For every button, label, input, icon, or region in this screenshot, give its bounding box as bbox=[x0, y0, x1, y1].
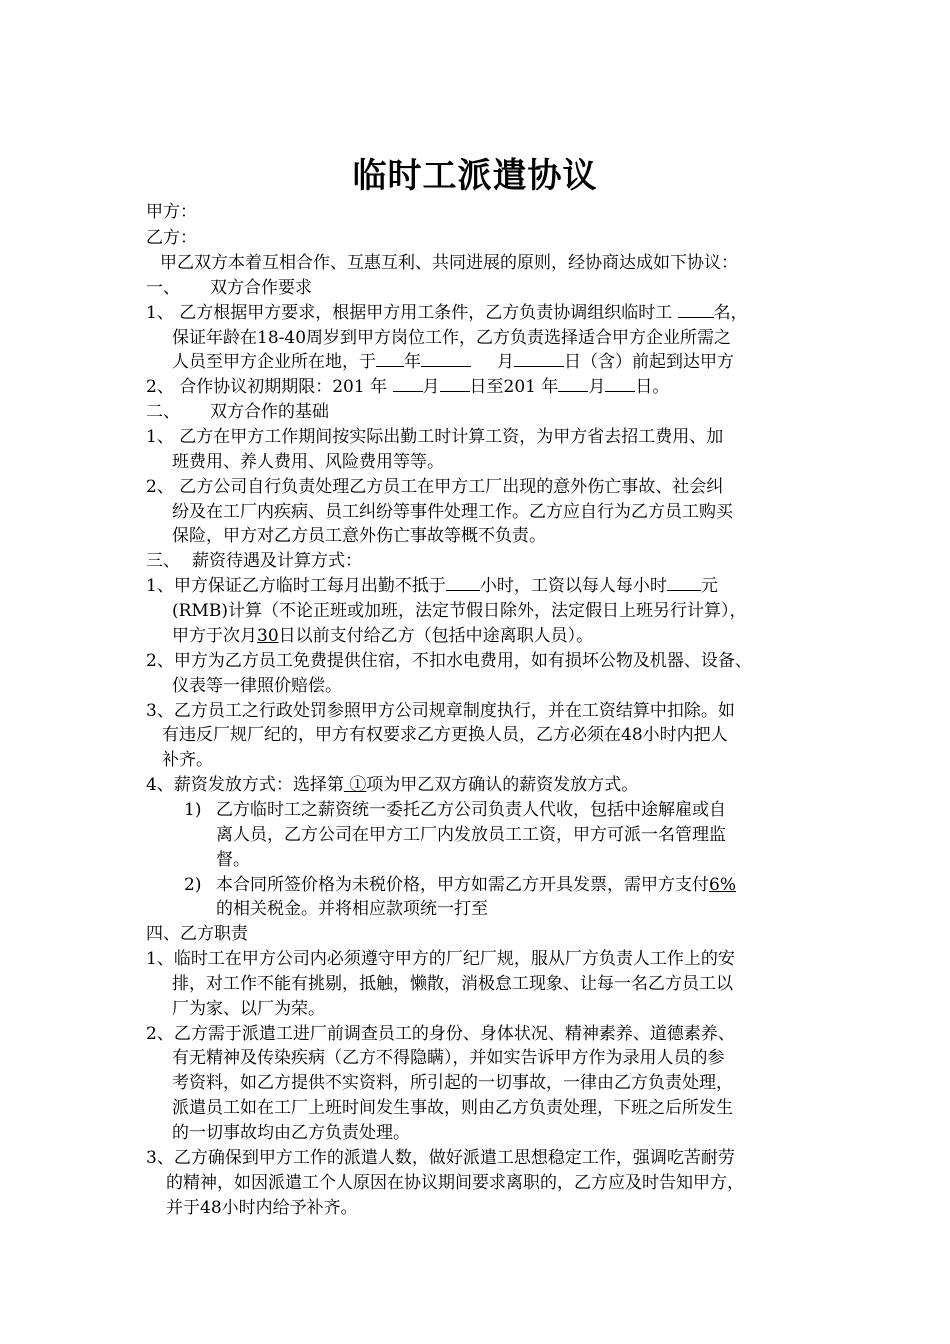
blank-field bbox=[446, 574, 480, 591]
blank-field bbox=[440, 375, 470, 392]
section-2-number: 二、 bbox=[146, 402, 180, 422]
s4-item-3-line-3: 并于48小时内给予补齐。 bbox=[166, 1198, 358, 1218]
option-1-line-3: 督。 bbox=[216, 850, 250, 870]
section-1-number: 一、 bbox=[146, 278, 180, 298]
tax-rate-value: 6% bbox=[709, 875, 736, 895]
s2-item-1-line-1: 1、 乙方在甲方工作期间按实际出勤工时计算工资，为甲方省去招工费用、加 bbox=[146, 427, 724, 447]
s3-item-1-line-3: 甲方于次月30日以前支付给乙方（包括中途离职人员）。 bbox=[172, 626, 594, 646]
s4-item-2-line-3: 考资料，如乙方提供不实资料，所引起的一切事故，一律由乙方负责处理， bbox=[172, 1073, 733, 1093]
s1-item-2-number: 2、 bbox=[146, 377, 174, 397]
document-title: 临时工派遣协议 bbox=[352, 156, 598, 196]
blank-field bbox=[514, 350, 564, 367]
s3-item-4: 4、薪资发放方式：选择第 ①项为甲乙双方确认的薪资发放方式。 bbox=[146, 775, 639, 795]
s1-item-1-line-3: 人员至甲方企业所在地，于 年 月 日（含）前起到达甲方 bbox=[172, 352, 734, 372]
s3-item-3-line-1: 3、乙方员工之行政处罚参照甲方公司规章制度执行，并在工资结算中扣除。如 bbox=[146, 701, 735, 721]
section-2-heading bbox=[146, 400, 329, 424]
option-1-line-2: 离人员，乙方公司在甲方工厂内发放员工工资，甲方可派一名管理监 bbox=[216, 825, 726, 845]
intro-paragraph: 甲乙双方本着互相合作、互惠互利、共同进展的原则，经协商达成如下协议： bbox=[160, 253, 738, 273]
s4-item-1-line-3: 厂为家、以厂为荣。 bbox=[172, 999, 325, 1019]
s1-item-1-line-1: 1、 乙方根据甲方要求，根据甲方用工条件，乙方负责协调组织临时工 名， bbox=[146, 303, 748, 323]
selected-option-value: ① bbox=[343, 775, 367, 795]
blank-field bbox=[393, 375, 423, 392]
section-1-title: 双方合作要求 bbox=[210, 278, 312, 298]
blank-field bbox=[605, 375, 635, 392]
option-2-line-2: 的相关税金。并将相应款项统一打至 bbox=[216, 899, 488, 919]
party-b-label: 乙方： bbox=[146, 228, 197, 248]
blank-field bbox=[558, 375, 588, 392]
s2-item-2-line-3: 保险，甲方对乙方员工意外伤亡事故等概不负责。 bbox=[172, 526, 546, 546]
option-1-number: 1) bbox=[184, 800, 202, 820]
s2-item-1-line-2: 班费用、养人费用、风险费用等等。 bbox=[172, 452, 444, 472]
section-2-title: 双方合作的基础 bbox=[210, 402, 329, 422]
s4-item-1-line-2: 排，对工作不能有挑剔，抵触，懒散，消极怠工现象、让每一名乙方员工以 bbox=[172, 974, 733, 994]
s3-item-1-line-2: (RMB)计算（不论正班或加班，法定节假日除外，法定假日上班另行计算）， bbox=[172, 601, 747, 621]
option-1-line-1: 乙方临时工之薪资统一委托乙方公司负责人代收，包括中途解雇或自 bbox=[216, 800, 726, 820]
s4-item-3-line-2: 的精神，如因派遣工个人原因在协议期间要求离职的，乙方应及时告知甲方， bbox=[166, 1173, 744, 1193]
section-3-title: 薪资待遇及计算方式： bbox=[192, 551, 362, 571]
s2-item-2-line-2: 纷及在工厂内疾病、员工纠纷等事件处理工作。乙方应自行为乙方员工购买 bbox=[172, 502, 733, 522]
section-4-heading: 四、乙方职责 bbox=[146, 924, 248, 944]
blank-field bbox=[376, 350, 404, 367]
section-3-number: 三、 bbox=[146, 551, 180, 571]
section-3-heading bbox=[146, 549, 362, 573]
s3-item-3-line-3: 补齐。 bbox=[162, 750, 213, 770]
payment-day-value: 30 bbox=[257, 626, 279, 646]
s4-item-2-line-2: 有无精神及传染疾病（乙方不得隐瞒），并如实告诉甲方作为录用人员的参 bbox=[172, 1048, 725, 1068]
s3-item-3-line-2: 有违反厂规厂纪的，甲方有权要求乙方更换人员，乙方必须在48小时内把人 bbox=[162, 725, 728, 745]
blank-field bbox=[667, 574, 701, 591]
s4-item-1-line-1: 1、临时工在甲方公司内必须遵守甲方的厂纪厂规，服从厂方负责人工作上的安 bbox=[146, 949, 735, 969]
s2-item-2-number: 2、 bbox=[146, 477, 174, 497]
s3-item-2-line-1: 2、甲方为乙方员工免费提供住宿，不扣水电费用，如有损坏公物及机器、设备、 bbox=[146, 651, 752, 671]
section-1-heading bbox=[146, 276, 312, 300]
option-2-number: 2) bbox=[184, 875, 202, 895]
s1-item-1-line-2: 保证年龄在18-40周岁到甲方岗位工作，乙方负责选择适合甲方企业所需之 bbox=[172, 328, 732, 348]
s2-item-1-number: 1、 bbox=[146, 427, 174, 447]
s1-item-1-number: 1、 bbox=[146, 303, 174, 323]
s4-item-2-line-4: 派遣员工如在工厂上班时间发生事故，则由乙方负责处理，下班之后所发生 bbox=[172, 1098, 733, 1118]
option-2-line-1: 本合同所签价格为未税价格，甲方如需乙方开具发票，需甲方支付6% bbox=[216, 875, 736, 895]
blank-field bbox=[421, 350, 471, 367]
s2-item-2-line-1: 2、 乙方公司自行负责处理乙方员工在甲方工厂出现的意外伤亡事故、社会纠 bbox=[146, 477, 724, 497]
s1-item-2: 2、 合作协议初期期限：201 年 月 日至201 年 月 日。 bbox=[146, 377, 670, 397]
s4-item-3-line-1: 3、乙方确保到甲方工作的派遣人数，做好派遣工思想稳定工作，强调吃苦耐劳 bbox=[146, 1148, 735, 1168]
s4-item-2-line-5: 的一切事故均由乙方负责处理。 bbox=[172, 1123, 410, 1143]
party-a-label: 甲方： bbox=[146, 202, 197, 222]
s3-item-1-line-1: 1、甲方保证乙方临时工每月出勤不抵于 小时，工资以每人每小时 元 bbox=[146, 576, 718, 596]
blank-field bbox=[678, 301, 714, 318]
s4-item-2-line-1: 2、乙方需于派遣工进厂前调查员工的身份、身体状况、精神素养、道德素养、 bbox=[146, 1024, 735, 1044]
s3-item-2-line-2: 仪表等一律照价赔偿。 bbox=[172, 676, 342, 696]
